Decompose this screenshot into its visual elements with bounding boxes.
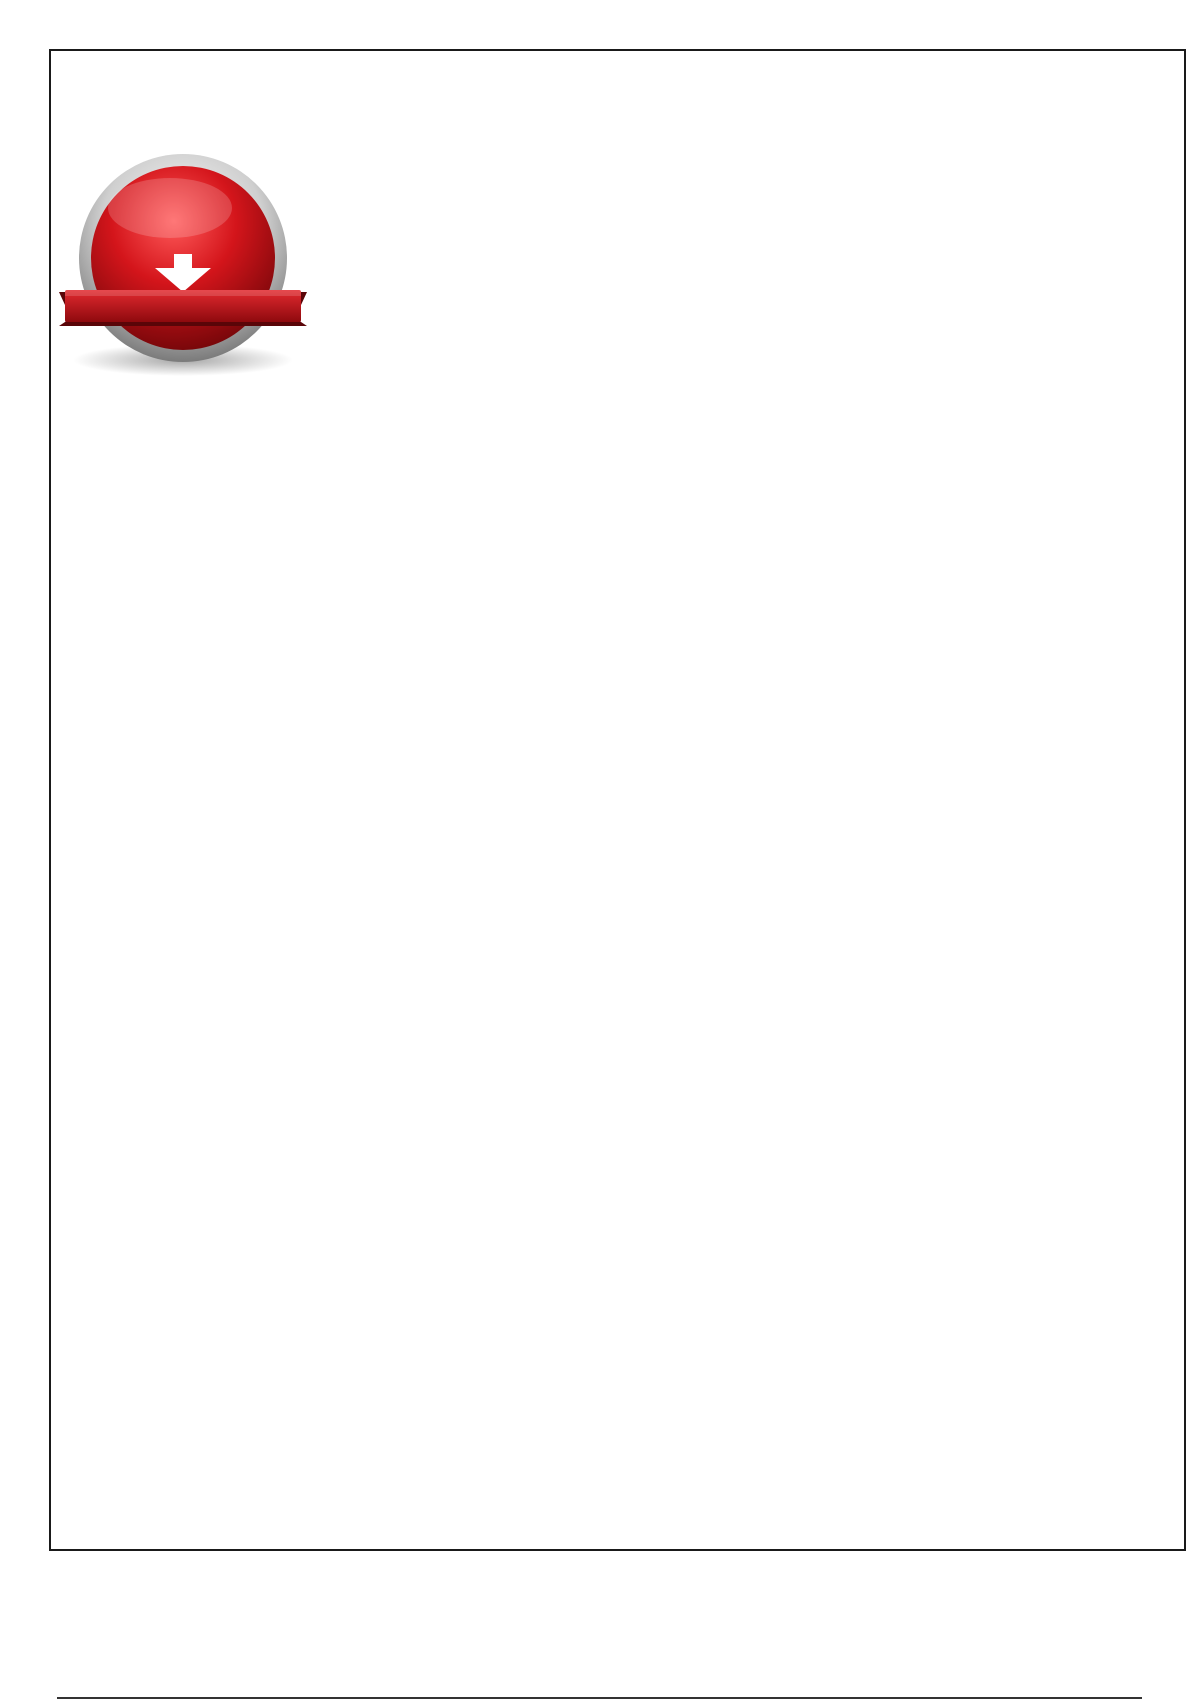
document-title <box>100 418 1135 475</box>
pdf-download-badge[interactable] <box>55 150 311 380</box>
page-divider <box>57 1697 1142 1699</box>
pdf-download-icon <box>55 150 311 380</box>
qa-list <box>145 722 1105 840</box>
